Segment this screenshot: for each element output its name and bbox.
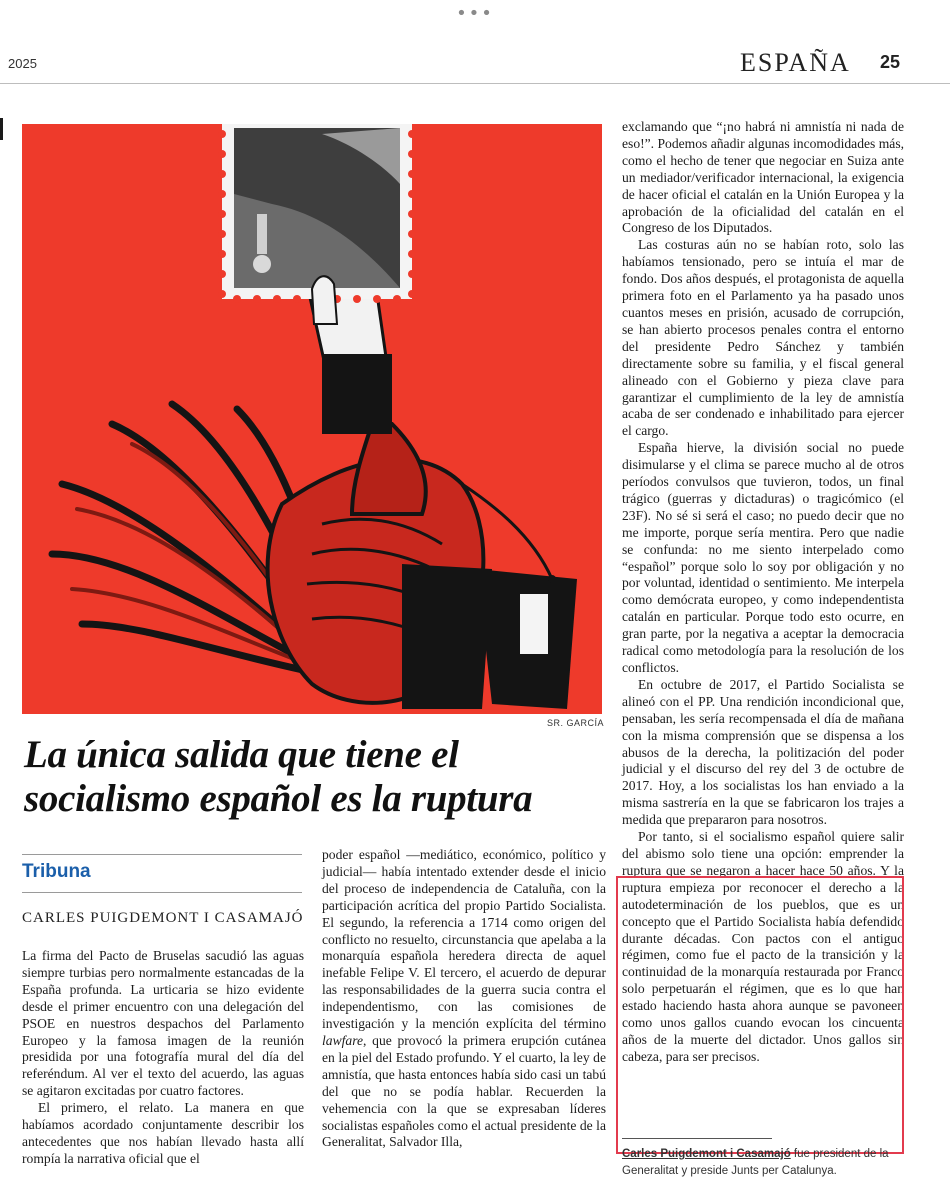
author-bio-name: Carles Puigdemont i Casamajó [622,1148,791,1160]
paragraph: El primero, el relato. La manera en que habíamos acordado conjuntamente describir los antecedentes que nos habían llevado hasta allí rompía la narrativa oficial que el [22,1100,304,1166]
headline-line-1: La única salida que tiene el [24,733,459,776]
paragraph: La firma del Pacto de Bruselas sacudió las aguas siempre turbias pero normalmente estancadas de la España profunda. La urticaria se hizo evidente desde el primer encuentro con una delegación del PSOE en nuestros despachos del Parlamento Europeo y la famosa imagen de la reunión presidida por una fotografía mural del día del referéndum. Al ver el texto del acuerdo, las aguas se agitaron excitadas por cuatro factores. [22,948,304,1099]
section-label: Tribuna [22,861,91,882]
divider [22,892,302,893]
author-bio-text: fue president de la Generalitat y preside Junts per Catalunya. [622,1148,889,1177]
byline: CARLES PUIGDEMONT I CASAMAJÓ [22,910,304,926]
article-headline [24,733,614,821]
text-run: , que provocó la primera erupción cutánea en la piel del Estado profundo. Y el cuarto, la ley de amnistía, que hasta entonces había sido casi un tabú del que no se podía hablar. Recuerden la vehemencia con la que se expresaban líderes socialistas españoles como el actual presidente de la Generalitat, Salvador Illa, [322,1032,606,1150]
illustration-credit: SR. GARCÍA [546,718,604,728]
page-number: 25 [880,52,901,72]
text-run: poder español —mediático, económico, político y judicial— había intentado extender desde el inicio del proceso de independencia de Cataluña, con la participación acrítica del propio Partido Socialista. El segundo, la referencia a 1714 como origen del conflicto no resuelto, circunstancia que apelaba a la monarquía española heredera directa de aquel inefable Felipe V. El tercero, el acuerdo de depurar las responsabilidades de la guerra sucia contra el independentismo, con las comisiones de investigación y la mención explícita del término [322,847,606,1032]
rooster-podium-illustration [22,124,602,714]
paragraph: Las costuras aún no se habían roto, solo las habíamos tensionado, pero se intuía el mar de fondo. Dos años después, el protagonista de aquella primera foto en el Parlamento ya ha pasado unos cuantos meses en prisión, acusado de corrupción, se han abierto procesos penales contra el entorno del presidente Pedro Sánchez y también directamente sobre su familia, y el fiscal general alineado con el Gobierno y pieza clave para garantizar el cumplimiento de la ley de amnistía acaba de ser condenado e inhabilitado para ejercer el cargo. [622,237,904,439]
page-header [0,44,950,84]
italic-term: lawfare [322,1032,364,1048]
issue-year: 2025 [8,56,37,71]
paragraph: En octubre de 2017, el Partido Socialista se alineó con el PP. Una rendición incondicional que, pensaban, les sería recompensada el día de mañana con la misma comprensión que se dispensa a los abusos de la derecha, la politización del poder judicial y el discurso del rey del 3 de octubre de 2017. Hoy, a los socialistas los han enviado a la misma sastrería en la que se fabricaron los trajes a medida que prepararon para nosotros. [622,676,904,828]
headline-line-2: socialismo español es la ruptura [24,777,533,820]
article-illustration [22,124,602,714]
section-title: ESPAÑA [740,48,851,77]
paragraph: exclamando que “¡no habrá ni amnistía ni nada de eso!”. Podemos añadir algunas incomodidades más, como el hecho de tener que negociar en Suiza ante un mediador/verificador internacional, la exigencia de hacer oficial el catalán en la Unión Europea y la aprobación de la oficialidad del catalán en el Congreso de los Diputados. [622,119,905,236]
column-marker [0,118,3,140]
highlighted-paragraph: Por tanto, si el socialismo español quiere salir del abismo solo tiene una opción: emprender la ruptura que se negaron a hacer hace 50 años. Y la ruptura empieza por reconocer el derecho a la autodeterminación de los pueblos, que es un concepto que el Partido Socialista había defendido durante décadas. Con pactos con el antiguo régimen, como fue el pacto de la transición y la continuidad de la monarquía restaurada por Franco solo perpetuarán el régimen, que es lo que han estado haciendo hasta ahora aunque se pavoneen como unos gallos cuando evocan los cincuenta años de la muerte del dictador. Unos gallos sin cabeza, para ser precisos. [622,829,904,1064]
divider [22,854,302,855]
article-column-2 [322,847,606,1151]
divider [622,1138,772,1139]
article-column-1 [22,948,304,1168]
drag-handle[interactable]: ••• [456,3,494,24]
paragraph [322,847,606,1151]
paragraph: España hierve, la división social no puede disimularse y el clima se parece mucho al de otros períodos convulsos que tuvieron, todos, un final trágico (guerras y dictaduras) o tragicómico (el 23F). No sé si será el caso; no puedo decir que no me importe, porque sería mentira. Pero que nadie se confunda: no me siento interpelado como “español” porque solo lo soy por obligación y no por voluntad, identidad o sentimiento. Me interpela como demócrata europeo, y como independentista catalán en particular. Porque todo esto ocurre, en gran parte, por la negativa a aceptar la democracia radical como metodología para la resolución de los conflictos. [622,440,904,675]
author-bio [622,1146,912,1180]
article-column-3 [622,119,904,1066]
